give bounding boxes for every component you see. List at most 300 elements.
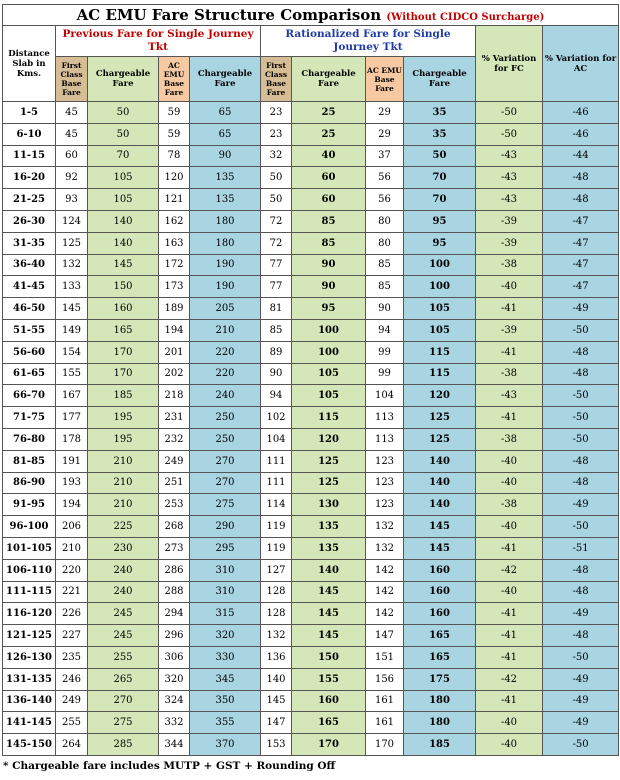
distance-slab-cell: 141-145 xyxy=(3,712,56,734)
distance-slab-cell: 91-95 xyxy=(3,494,56,516)
prev-first-class-base-cell: 177 xyxy=(56,407,88,429)
prev-ac-emu-base-cell: 286 xyxy=(159,559,190,581)
prev-ac-emu-base-cell: 268 xyxy=(159,516,190,538)
table-row xyxy=(3,734,619,756)
distance-slab-cell: 26-30 xyxy=(3,210,56,232)
table-row xyxy=(3,232,619,254)
prev-ac-emu-base-cell: 251 xyxy=(159,472,190,494)
table-row xyxy=(3,603,619,625)
rat-chargeable-cell: 100 xyxy=(292,319,366,341)
prev-first-class-base-cell: 178 xyxy=(56,428,88,450)
rat-chargeable-fare-cell: 70 xyxy=(404,167,476,189)
variation-ac-cell: -50 xyxy=(543,385,619,407)
rat-chargeable-fare-cell: 160 xyxy=(404,581,476,603)
prev-first-class-base-cell: 264 xyxy=(56,734,88,756)
prev-first-class-base-cell: 92 xyxy=(56,167,88,189)
prev-first-class-base-cell: 132 xyxy=(56,254,88,276)
rat-chargeable-cell: 160 xyxy=(292,690,366,712)
rat-chargeable-fare-cell: 175 xyxy=(404,668,476,690)
prev-chargeable-cell: 50 xyxy=(88,123,159,145)
rat-ac-emu-base-cell: 99 xyxy=(366,363,404,385)
variation-fc-cell: -39 xyxy=(476,210,543,232)
table-row xyxy=(3,254,619,276)
variation-ac-cell: -49 xyxy=(543,494,619,516)
rat-chargeable-fare-cell: 50 xyxy=(404,145,476,167)
rat-ac-emu-base-cell: 142 xyxy=(366,581,404,603)
table-row xyxy=(3,625,619,647)
prev-chargeable-fare-cell: 250 xyxy=(190,428,261,450)
rat-first-class-base-cell: 140 xyxy=(261,668,292,690)
table-row xyxy=(3,450,619,472)
distance-slab-cell: 31-35 xyxy=(3,232,56,254)
table-title-cell xyxy=(3,5,619,26)
prev-chargeable-cell: 270 xyxy=(88,690,159,712)
rat-first-class-base-cell: 153 xyxy=(261,734,292,756)
rat-chargeable-cell: 40 xyxy=(292,145,366,167)
distance-slab-cell: 21-25 xyxy=(3,189,56,211)
variation-fc-cell: -41 xyxy=(476,625,543,647)
prev-chargeable-cell: 210 xyxy=(88,472,159,494)
distance-slab-cell: 61-65 xyxy=(3,363,56,385)
prev-chargeable-fare-cell: 180 xyxy=(190,210,261,232)
col-header-distance: Distance Slab in Kms. xyxy=(3,26,56,102)
prev-chargeable-fare-cell: 310 xyxy=(190,581,261,603)
variation-ac-cell: -50 xyxy=(543,319,619,341)
distance-slab-cell: 36-40 xyxy=(3,254,56,276)
variation-fc-cell: -40 xyxy=(476,450,543,472)
variation-ac-cell: -50 xyxy=(543,516,619,538)
prev-ac-emu-base-cell: 120 xyxy=(159,167,190,189)
distance-slab-cell: 136-140 xyxy=(3,690,56,712)
table-row xyxy=(3,516,619,538)
rat-chargeable-fare-cell: 165 xyxy=(404,625,476,647)
rat-ac-emu-base-cell: 56 xyxy=(366,167,404,189)
variation-ac-cell: -51 xyxy=(543,537,619,559)
prev-ac-emu-base-cell: 306 xyxy=(159,646,190,668)
rat-ac-emu-base-cell: 142 xyxy=(366,559,404,581)
rat-chargeable-fare-cell: 95 xyxy=(404,232,476,254)
distance-slab-cell: 76-80 xyxy=(3,428,56,450)
rat-ac-emu-base-cell: 113 xyxy=(366,428,404,450)
prev-chargeable-cell: 230 xyxy=(88,537,159,559)
rat-chargeable-cell: 60 xyxy=(292,189,366,211)
col-header-rat-first-class-base: First Class Base Fare xyxy=(261,57,292,102)
rat-chargeable-fare-cell: 140 xyxy=(404,450,476,472)
rat-first-class-base-cell: 136 xyxy=(261,646,292,668)
prev-first-class-base-cell: 124 xyxy=(56,210,88,232)
rat-first-class-base-cell: 94 xyxy=(261,385,292,407)
table-row xyxy=(3,712,619,734)
prev-first-class-base-cell: 60 xyxy=(56,145,88,167)
rat-ac-emu-base-cell: 85 xyxy=(366,254,404,276)
rat-ac-emu-base-cell: 147 xyxy=(366,625,404,647)
variation-fc-cell: -40 xyxy=(476,734,543,756)
rat-chargeable-fare-cell: 100 xyxy=(404,254,476,276)
prev-ac-emu-base-cell: 189 xyxy=(159,298,190,320)
distance-slab-cell: 116-120 xyxy=(3,603,56,625)
prev-chargeable-cell: 210 xyxy=(88,494,159,516)
rat-first-class-base-cell: 128 xyxy=(261,603,292,625)
rat-chargeable-fare-cell: 180 xyxy=(404,712,476,734)
table-row xyxy=(3,298,619,320)
distance-slab-cell: 1-5 xyxy=(3,102,56,124)
prev-chargeable-fare-cell: 135 xyxy=(190,167,261,189)
variation-fc-cell: -40 xyxy=(476,472,543,494)
prev-chargeable-fare-cell: 355 xyxy=(190,712,261,734)
variation-fc-cell: -40 xyxy=(476,516,543,538)
rat-first-class-base-cell: 102 xyxy=(261,407,292,429)
variation-fc-cell: -40 xyxy=(476,581,543,603)
table-row xyxy=(3,123,619,145)
prev-chargeable-cell: 165 xyxy=(88,319,159,341)
rat-chargeable-cell: 60 xyxy=(292,167,366,189)
prev-chargeable-fare-cell: 270 xyxy=(190,472,261,494)
variation-ac-cell: -50 xyxy=(543,407,619,429)
prev-ac-emu-base-cell: 218 xyxy=(159,385,190,407)
variation-fc-cell: -38 xyxy=(476,494,543,516)
rat-ac-emu-base-cell: 29 xyxy=(366,123,404,145)
prev-chargeable-cell: 185 xyxy=(88,385,159,407)
distance-slab-cell: 126-130 xyxy=(3,646,56,668)
prev-chargeable-fare-cell: 190 xyxy=(190,254,261,276)
rat-chargeable-cell: 100 xyxy=(292,341,366,363)
rat-chargeable-fare-cell: 160 xyxy=(404,603,476,625)
rat-ac-emu-base-cell: 56 xyxy=(366,189,404,211)
rat-first-class-base-cell: 89 xyxy=(261,341,292,363)
distance-slab-cell: 66-70 xyxy=(3,385,56,407)
prev-ac-emu-base-cell: 344 xyxy=(159,734,190,756)
rat-chargeable-fare-cell: 185 xyxy=(404,734,476,756)
rat-ac-emu-base-cell: 85 xyxy=(366,276,404,298)
rat-first-class-base-cell: 50 xyxy=(261,189,292,211)
variation-ac-cell: -49 xyxy=(543,298,619,320)
distance-slab-cell: 11-15 xyxy=(3,145,56,167)
distance-slab-cell: 41-45 xyxy=(3,276,56,298)
footnote: * Chargeable fare includes MUTP + GST + Rounding Off xyxy=(3,760,336,772)
table-row xyxy=(3,276,619,298)
rat-chargeable-cell: 85 xyxy=(292,210,366,232)
prev-chargeable-cell: 240 xyxy=(88,581,159,603)
distance-slab-cell: 81-85 xyxy=(3,450,56,472)
rat-chargeable-cell: 140 xyxy=(292,559,366,581)
variation-ac-cell: -49 xyxy=(543,690,619,712)
distance-slab-cell: 51-55 xyxy=(3,319,56,341)
prev-chargeable-cell: 275 xyxy=(88,712,159,734)
prev-first-class-base-cell: 125 xyxy=(56,232,88,254)
rat-chargeable-cell: 85 xyxy=(292,232,366,254)
table-row xyxy=(3,646,619,668)
prev-ac-emu-base-cell: 294 xyxy=(159,603,190,625)
group-header-previous: Previous Fare for Single Journey Tkt xyxy=(56,26,261,57)
prev-first-class-base-cell: 133 xyxy=(56,276,88,298)
rat-chargeable-fare-cell: 115 xyxy=(404,363,476,385)
prev-chargeable-cell: 285 xyxy=(88,734,159,756)
prev-chargeable-cell: 145 xyxy=(88,254,159,276)
rat-ac-emu-base-cell: 90 xyxy=(366,298,404,320)
rat-ac-emu-base-cell: 29 xyxy=(366,102,404,124)
prev-chargeable-fare-cell: 190 xyxy=(190,276,261,298)
rat-chargeable-cell: 145 xyxy=(292,603,366,625)
rat-chargeable-cell: 135 xyxy=(292,516,366,538)
rat-chargeable-fare-cell: 100 xyxy=(404,276,476,298)
rat-first-class-base-cell: 128 xyxy=(261,581,292,603)
distance-slab-cell: 145-150 xyxy=(3,734,56,756)
prev-ac-emu-base-cell: 273 xyxy=(159,537,190,559)
distance-slab-cell: 56-60 xyxy=(3,341,56,363)
rat-chargeable-cell: 125 xyxy=(292,472,366,494)
prev-first-class-base-cell: 145 xyxy=(56,298,88,320)
prev-chargeable-cell: 160 xyxy=(88,298,159,320)
variation-fc-cell: -41 xyxy=(476,537,543,559)
variation-ac-cell: -50 xyxy=(543,646,619,668)
prev-ac-emu-base-cell: 194 xyxy=(159,319,190,341)
prev-chargeable-fare-cell: 370 xyxy=(190,734,261,756)
rat-chargeable-cell: 150 xyxy=(292,646,366,668)
rat-first-class-base-cell: 114 xyxy=(261,494,292,516)
prev-first-class-base-cell: 154 xyxy=(56,341,88,363)
rat-ac-emu-base-cell: 123 xyxy=(366,494,404,516)
prev-ac-emu-base-cell: 78 xyxy=(159,145,190,167)
prev-chargeable-cell: 240 xyxy=(88,559,159,581)
col-header-prev-chargeable: Chargeable Fare xyxy=(88,57,159,102)
rat-ac-emu-base-cell: 80 xyxy=(366,210,404,232)
prev-ac-emu-base-cell: 288 xyxy=(159,581,190,603)
prev-chargeable-cell: 210 xyxy=(88,450,159,472)
prev-first-class-base-cell: 206 xyxy=(56,516,88,538)
variation-fc-cell: -41 xyxy=(476,603,543,625)
prev-first-class-base-cell: 246 xyxy=(56,668,88,690)
prev-chargeable-fare-cell: 205 xyxy=(190,298,261,320)
prev-first-class-base-cell: 249 xyxy=(56,690,88,712)
distance-slab-cell: 111-115 xyxy=(3,581,56,603)
col-header-variation-fc: % Variation for FC xyxy=(476,26,543,102)
prev-first-class-base-cell: 45 xyxy=(56,102,88,124)
rat-chargeable-cell: 25 xyxy=(292,102,366,124)
prev-chargeable-fare-cell: 350 xyxy=(190,690,261,712)
rat-ac-emu-base-cell: 170 xyxy=(366,734,404,756)
prev-chargeable-fare-cell: 330 xyxy=(190,646,261,668)
rat-chargeable-cell: 25 xyxy=(292,123,366,145)
variation-ac-cell: -49 xyxy=(543,603,619,625)
table-row xyxy=(3,363,619,385)
variation-fc-cell: -41 xyxy=(476,341,543,363)
prev-first-class-base-cell: 155 xyxy=(56,363,88,385)
prev-chargeable-fare-cell: 290 xyxy=(190,516,261,538)
rat-ac-emu-base-cell: 113 xyxy=(366,407,404,429)
variation-fc-cell: -42 xyxy=(476,668,543,690)
prev-ac-emu-base-cell: 296 xyxy=(159,625,190,647)
fare-comparison-table xyxy=(2,4,619,756)
prev-ac-emu-base-cell: 202 xyxy=(159,363,190,385)
table-row xyxy=(3,189,619,211)
table-row xyxy=(3,385,619,407)
distance-slab-cell: 86-90 xyxy=(3,472,56,494)
table-row xyxy=(3,102,619,124)
prev-first-class-base-cell: 194 xyxy=(56,494,88,516)
rat-first-class-base-cell: 119 xyxy=(261,516,292,538)
rat-chargeable-cell: 90 xyxy=(292,254,366,276)
group-header-rationalized: Rationalized Fare for Single Journey Tkt xyxy=(261,26,476,57)
table-row xyxy=(3,428,619,450)
variation-fc-cell: -38 xyxy=(476,254,543,276)
table-row xyxy=(3,319,619,341)
rat-chargeable-fare-cell: 145 xyxy=(404,516,476,538)
rat-chargeable-fare-cell: 35 xyxy=(404,102,476,124)
variation-ac-cell: -47 xyxy=(543,232,619,254)
rat-first-class-base-cell: 127 xyxy=(261,559,292,581)
rat-chargeable-fare-cell: 125 xyxy=(404,407,476,429)
rat-first-class-base-cell: 119 xyxy=(261,537,292,559)
rat-chargeable-cell: 105 xyxy=(292,385,366,407)
rat-first-class-base-cell: 104 xyxy=(261,428,292,450)
rat-chargeable-fare-cell: 140 xyxy=(404,472,476,494)
variation-ac-cell: -48 xyxy=(543,581,619,603)
prev-chargeable-cell: 105 xyxy=(88,167,159,189)
variation-ac-cell: -50 xyxy=(543,734,619,756)
table-row xyxy=(3,537,619,559)
table-row xyxy=(3,581,619,603)
col-header-prev-first-class-base: First Class Base Fare xyxy=(56,57,88,102)
prev-chargeable-cell: 50 xyxy=(88,102,159,124)
prev-first-class-base-cell: 45 xyxy=(56,123,88,145)
rat-chargeable-fare-cell: 165 xyxy=(404,646,476,668)
prev-first-class-base-cell: 167 xyxy=(56,385,88,407)
rat-chargeable-fare-cell: 35 xyxy=(404,123,476,145)
rat-first-class-base-cell: 23 xyxy=(261,123,292,145)
rat-chargeable-fare-cell: 105 xyxy=(404,319,476,341)
prev-first-class-base-cell: 149 xyxy=(56,319,88,341)
distance-slab-cell: 71-75 xyxy=(3,407,56,429)
prev-chargeable-fare-cell: 180 xyxy=(190,232,261,254)
variation-fc-cell: -41 xyxy=(476,646,543,668)
col-header-variation-ac: % Variation for AC xyxy=(543,26,619,102)
rat-chargeable-fare-cell: 120 xyxy=(404,385,476,407)
prev-ac-emu-base-cell: 162 xyxy=(159,210,190,232)
rat-chargeable-cell: 95 xyxy=(292,298,366,320)
prev-ac-emu-base-cell: 59 xyxy=(159,102,190,124)
rat-chargeable-fare-cell: 95 xyxy=(404,210,476,232)
rat-chargeable-fare-cell: 160 xyxy=(404,559,476,581)
rat-first-class-base-cell: 81 xyxy=(261,298,292,320)
prev-ac-emu-base-cell: 172 xyxy=(159,254,190,276)
prev-first-class-base-cell: 220 xyxy=(56,559,88,581)
prev-chargeable-cell: 265 xyxy=(88,668,159,690)
prev-first-class-base-cell: 210 xyxy=(56,537,88,559)
variation-fc-cell: -43 xyxy=(476,385,543,407)
prev-chargeable-fare-cell: 270 xyxy=(190,450,261,472)
rat-first-class-base-cell: 72 xyxy=(261,232,292,254)
distance-slab-cell: 131-135 xyxy=(3,668,56,690)
prev-ac-emu-base-cell: 163 xyxy=(159,232,190,254)
variation-fc-cell: -41 xyxy=(476,407,543,429)
variation-fc-cell: -50 xyxy=(476,123,543,145)
variation-ac-cell: -44 xyxy=(543,145,619,167)
rat-chargeable-cell: 125 xyxy=(292,450,366,472)
rat-ac-emu-base-cell: 161 xyxy=(366,712,404,734)
rat-chargeable-cell: 90 xyxy=(292,276,366,298)
distance-slab-cell: 96-100 xyxy=(3,516,56,538)
rat-first-class-base-cell: 90 xyxy=(261,363,292,385)
prev-chargeable-fare-cell: 240 xyxy=(190,385,261,407)
prev-chargeable-cell: 255 xyxy=(88,646,159,668)
variation-fc-cell: -39 xyxy=(476,232,543,254)
rat-chargeable-fare-cell: 115 xyxy=(404,341,476,363)
rat-first-class-base-cell: 85 xyxy=(261,319,292,341)
rat-ac-emu-base-cell: 80 xyxy=(366,232,404,254)
rat-chargeable-fare-cell: 70 xyxy=(404,189,476,211)
prev-first-class-base-cell: 226 xyxy=(56,603,88,625)
rat-ac-emu-base-cell: 104 xyxy=(366,385,404,407)
rat-chargeable-fare-cell: 145 xyxy=(404,537,476,559)
rat-chargeable-fare-cell: 125 xyxy=(404,428,476,450)
variation-ac-cell: -48 xyxy=(543,450,619,472)
variation-fc-cell: -38 xyxy=(476,363,543,385)
rat-first-class-base-cell: 111 xyxy=(261,450,292,472)
table-row xyxy=(3,341,619,363)
variation-fc-cell: -40 xyxy=(476,712,543,734)
rat-first-class-base-cell: 145 xyxy=(261,690,292,712)
variation-ac-cell: -50 xyxy=(543,428,619,450)
table-row xyxy=(3,145,619,167)
rat-chargeable-fare-cell: 105 xyxy=(404,298,476,320)
prev-chargeable-fare-cell: 250 xyxy=(190,407,261,429)
rat-chargeable-cell: 155 xyxy=(292,668,366,690)
prev-ac-emu-base-cell: 201 xyxy=(159,341,190,363)
table-row xyxy=(3,559,619,581)
variation-fc-cell: -41 xyxy=(476,690,543,712)
page-title: AC EMU Fare Structure Comparison xyxy=(76,6,382,24)
prev-chargeable-cell: 195 xyxy=(88,407,159,429)
fare-table-body xyxy=(3,102,619,756)
variation-ac-cell: -47 xyxy=(543,210,619,232)
rat-first-class-base-cell: 132 xyxy=(261,625,292,647)
rat-first-class-base-cell: 111 xyxy=(261,472,292,494)
variation-ac-cell: -48 xyxy=(543,625,619,647)
variation-ac-cell: -49 xyxy=(543,668,619,690)
prev-chargeable-cell: 105 xyxy=(88,189,159,211)
prev-chargeable-fare-cell: 220 xyxy=(190,341,261,363)
rat-first-class-base-cell: 147 xyxy=(261,712,292,734)
prev-first-class-base-cell: 255 xyxy=(56,712,88,734)
distance-slab-cell: 46-50 xyxy=(3,298,56,320)
distance-slab-cell: 106-110 xyxy=(3,559,56,581)
rat-ac-emu-base-cell: 94 xyxy=(366,319,404,341)
prev-chargeable-fare-cell: 210 xyxy=(190,319,261,341)
prev-first-class-base-cell: 227 xyxy=(56,625,88,647)
rat-first-class-base-cell: 77 xyxy=(261,276,292,298)
prev-chargeable-cell: 150 xyxy=(88,276,159,298)
prev-chargeable-fare-cell: 90 xyxy=(190,145,261,167)
prev-chargeable-fare-cell: 65 xyxy=(190,102,261,124)
prev-chargeable-cell: 140 xyxy=(88,232,159,254)
rat-ac-emu-base-cell: 151 xyxy=(366,646,404,668)
prev-ac-emu-base-cell: 121 xyxy=(159,189,190,211)
prev-chargeable-fare-cell: 315 xyxy=(190,603,261,625)
variation-ac-cell: -49 xyxy=(543,712,619,734)
variation-ac-cell: -47 xyxy=(543,254,619,276)
rat-chargeable-cell: 105 xyxy=(292,363,366,385)
table-row xyxy=(3,472,619,494)
rat-chargeable-cell: 120 xyxy=(292,428,366,450)
rat-ac-emu-base-cell: 123 xyxy=(366,472,404,494)
rat-chargeable-cell: 170 xyxy=(292,734,366,756)
variation-ac-cell: -47 xyxy=(543,276,619,298)
prev-chargeable-fare-cell: 295 xyxy=(190,537,261,559)
prev-ac-emu-base-cell: 324 xyxy=(159,690,190,712)
col-header-rat-ac-emu-base: AC EMU Base Fare xyxy=(366,57,404,102)
prev-chargeable-cell: 245 xyxy=(88,603,159,625)
rat-ac-emu-base-cell: 99 xyxy=(366,341,404,363)
